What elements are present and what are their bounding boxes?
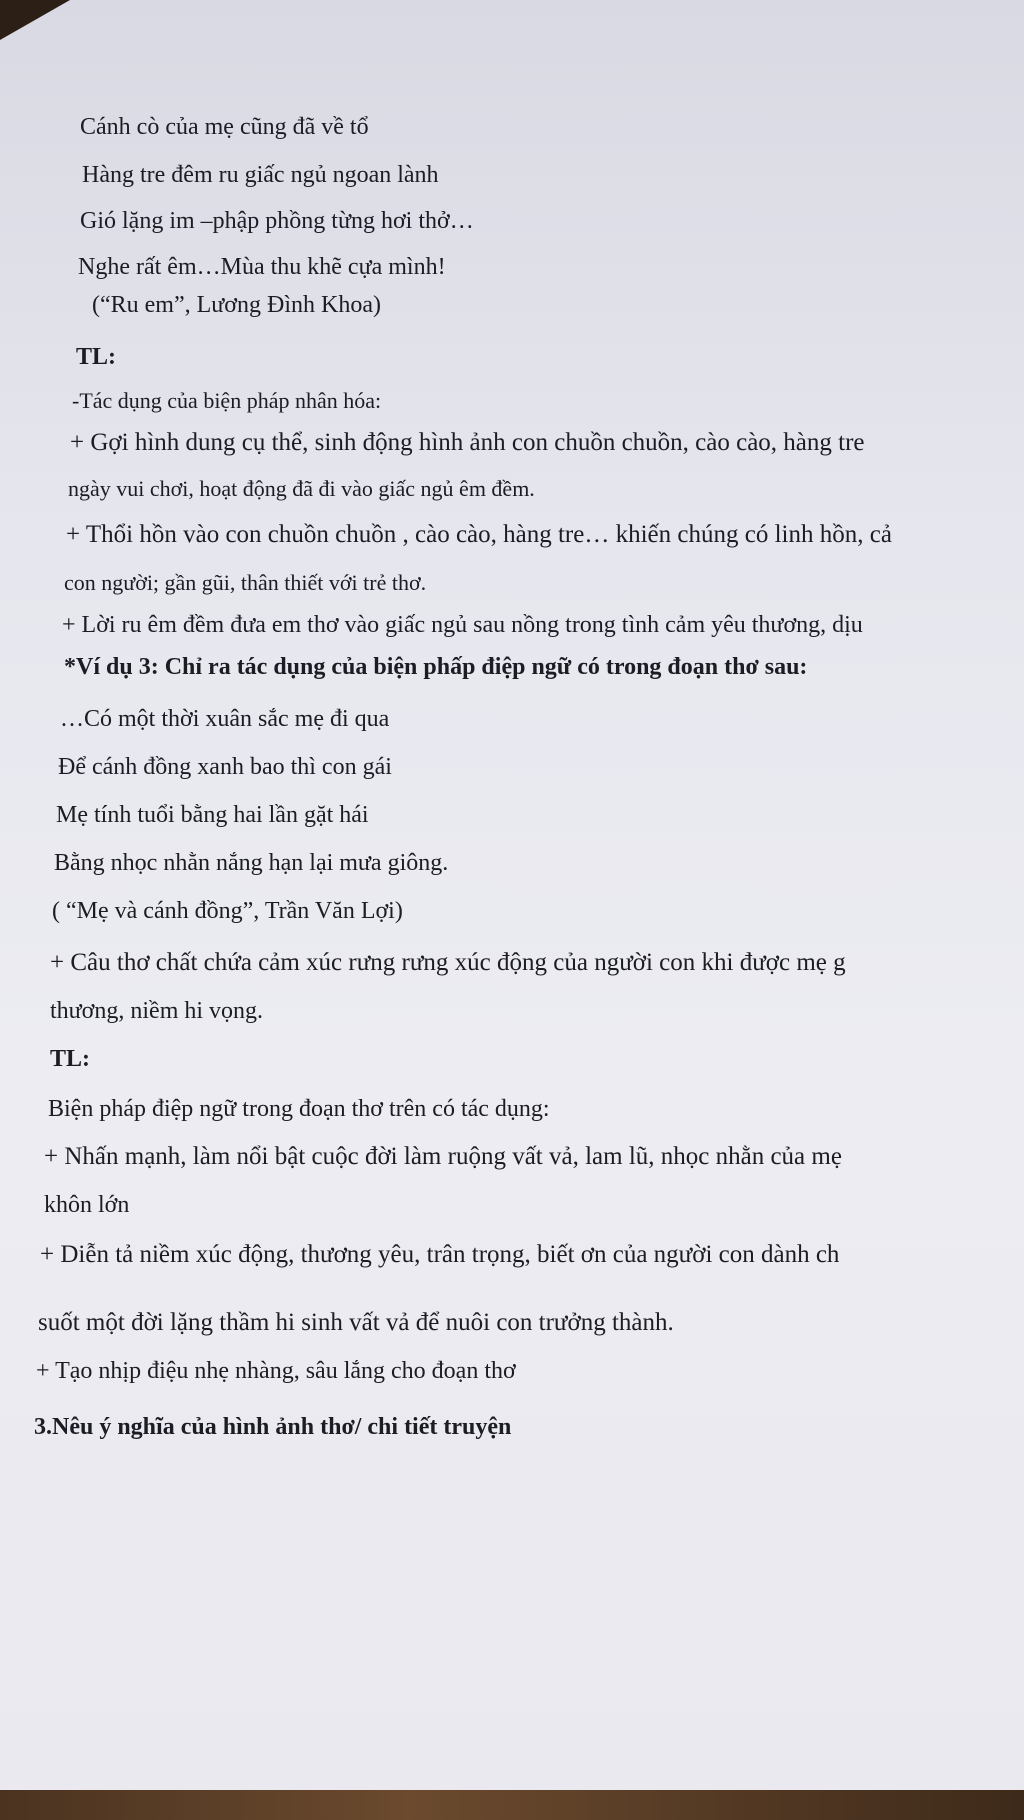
example3-source: ( “Mẹ và cánh đồng”, Trần Văn Lợi) (52, 898, 403, 924)
answer1-intro: -Tác dụng của biện pháp nhân hóa: (72, 388, 382, 413)
answer1-point-1: + Gợi hình dung cụ thể, sinh động hình ảnh con chuồn chuồn, cào cào, hàng tre (70, 429, 865, 456)
poem1-line-4: Nghe rất êm…Mùa thu khẽ cựa mình! (78, 254, 446, 280)
example3-line-2: Để cánh đồng xanh bao thì con gái (58, 754, 392, 780)
example3-line-1: …Có một thời xuân sắc mẹ đi qua (60, 706, 390, 732)
example3-note-1: + Câu thơ chất chứa cảm xúc rưng rưng xúc động của người con khi được mẹ g (50, 949, 846, 976)
poem1-line-1: Cánh cò của mẹ cũng đã về tổ (80, 114, 369, 140)
example3-note-2: thương, niềm hi vọng. (50, 998, 264, 1024)
answer3-point-5: + Tạo nhịp điệu nhẹ nhàng, sâu lắng cho đoạn thơ (36, 1358, 516, 1384)
answer1-point-4: con người; gần gũi, thân thiết với trẻ thơ. (64, 570, 427, 595)
answer1-point-3: + Thổi hồn vào con chuồn chuồn , cào cào, hàng tre… khiến chúng có linh hồn, cả (66, 521, 892, 548)
poem1-source: (“Ru em”, Lương Đình Khoa) (92, 292, 381, 318)
section3-heading: 3.Nêu ý nghĩa của hình ảnh thơ/ chi tiết truyện (34, 1414, 512, 1440)
answer3-label: TL: (50, 1046, 91, 1072)
answer3-point-1: + Nhấn mạnh, làm nổi bật cuộc đời làm ruộng vất vả, lam lũ, nhọc nhằn của mẹ (44, 1143, 842, 1170)
example3-heading: *Ví dụ 3: Chỉ ra tác dụng của biện phấp điệp ngữ có trong đoạn thơ sau: (64, 654, 808, 680)
example3-line-3: Mẹ tính tuổi bằng hai lần gặt hái (56, 802, 369, 828)
poem1-line-2: Hàng tre đêm ru giấc ngủ ngoan lành (82, 162, 439, 188)
answer3-intro: Biện pháp điệp ngữ trong đoạn thơ trên có tác dụng: (48, 1096, 550, 1122)
table-surface (0, 1790, 1024, 1820)
example3-line-4: Bằng nhọc nhằn nắng hạn lại mưa giông. (54, 850, 449, 876)
poem1-line-3: Gió lặng im –phập phồng từng hơi thở… (80, 208, 474, 234)
answer3-point-4: suốt một đời lặng thầm hi sinh vất vả để nuôi con trưởng thành. (38, 1309, 674, 1336)
answer1-point-2: ngày vui chơi, hoạt động đã đi vào giấc ngủ êm đềm. (68, 476, 535, 501)
answer3-point-3: + Diễn tả niềm xúc động, thương yêu, trân trọng, biết ơn của người con dành ch (40, 1241, 840, 1268)
answer1-label: TL: (76, 344, 117, 370)
answer3-point-2: khôn lớn (44, 1192, 130, 1218)
answer1-point-5: + Lời ru êm đềm đưa em thơ vào giấc ngủ sau nồng trong tình cảm yêu thương, dịu (62, 612, 863, 638)
